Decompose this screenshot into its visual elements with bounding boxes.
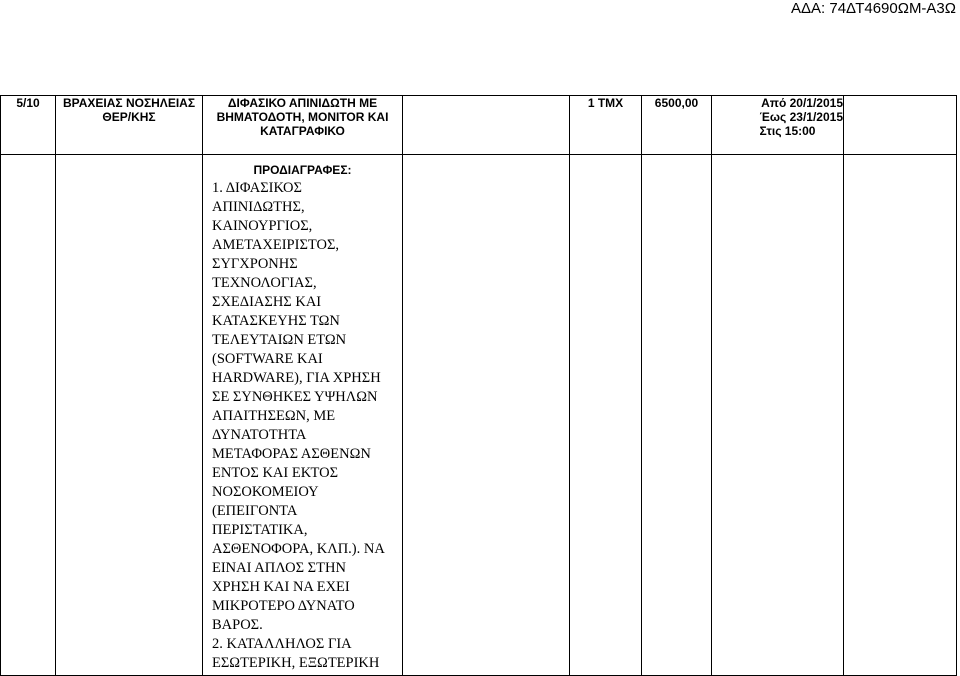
spec-line: ΜΕΤΑΦΟΡΑΣ ΑΣΘΕΝΩΝ (212, 446, 371, 462)
empty-cell (570, 155, 642, 676)
spec-line: ΚΑΙΝΟΥΡΓΙΟΣ, (212, 218, 313, 234)
item-line: ΚΑΤΑΓΡΑΦΙΚΟ (260, 124, 345, 138)
empty-cell (712, 155, 844, 676)
spec-line: ΑΣΘΕΝΟΦΟΡΑ, ΚΛΠ.). ΝΑ (212, 541, 385, 557)
spec-line: ΚΑΤΑΣΚΕΥΗΣ ΤΩΝ (212, 313, 340, 329)
department-line: ΘΕΡ/ΚΗΣ (102, 110, 156, 124)
spec-line: ΒΑΡΟΣ. (212, 617, 263, 633)
spec-line: ΑΜΕΤΑΧΕΙΡΙΣΤΟΣ, (212, 237, 340, 253)
quantity-cell: 1 ΤΜΧ (570, 96, 642, 155)
spec-line: ΔΥΝΑΤΟΤΗΤΑ (212, 427, 307, 443)
spec-line: ΤΕΛΕΥΤΑΙΩΝ ΕΤΩΝ (212, 332, 347, 348)
price-cell: 6500,00 (642, 96, 712, 155)
date-from: Από 20/1/2015 (761, 96, 843, 110)
department-cell (56, 96, 203, 155)
spec-line: ΠΕΡΙΣΤΑΤΙΚΑ, (212, 522, 308, 538)
empty-cell (403, 155, 570, 676)
row-number: 5/10 (1, 96, 56, 155)
spec-line: ΝΟΣΟΚΟΜΕΙΟΥ (212, 484, 319, 500)
item-description-cell (203, 96, 403, 155)
item-line: ΔΙΦΑΣΙΚΟ ΑΠΙΝΙΔΩΤΗ ΜΕ (227, 96, 378, 110)
spec-line: HARDWARE), ΓΙΑ ΧΡΗΣΗ (212, 370, 381, 386)
spec-line: ΣΥΓΧΡΟΝΗΣ (212, 256, 298, 272)
empty-cell (56, 155, 203, 676)
spec-line: ΕΣΩΤΕΡΙΚΗ, ΕΞΩΤΕΡΙΚΗ (212, 655, 380, 671)
empty-cell (403, 96, 570, 155)
spec-line: (ΕΠΕΙΓΟΝΤΑ (212, 503, 298, 519)
spec-line: ΑΠΙΝΙΔΩΤΗΣ, (212, 199, 305, 215)
spec-line: ΣΧΕΔΙΑΣΗΣ ΚΑΙ (212, 294, 322, 310)
department-line: ΒΡΑΧΕΙΑΣ ΝΟΣΗΛΕΙΑΣ (62, 96, 196, 110)
spec-line: ΤΕΧΝΟΛΟΓΙΑΣ, (212, 275, 317, 291)
table-row (1, 155, 957, 676)
spec-line: ΧΡΗΣΗ ΚΑΙ ΝΑ ΕΧΕΙ (212, 579, 350, 595)
spec-line: 1. ΔΙΦΑΣΙΚΟΣ (212, 180, 302, 196)
spec-line: (SOFTWARE ΚΑΙ (212, 351, 323, 367)
ada-label: ΑΔΑ: 74ΔΤ4690ΩΜ-Α3Ω (791, 0, 956, 17)
specifications-title: ΠΡΟΔΙΑΓΡΑΦΕΣ: (253, 163, 352, 177)
table-row (1, 96, 957, 155)
items-table (0, 95, 957, 676)
empty-cell (844, 155, 957, 676)
spec-line: ΣΕ ΣΥΝΘΗΚΕΣ ΥΨΗΛΩΝ (212, 389, 378, 405)
specifications-cell (203, 155, 403, 676)
spec-line: ΕΙΝΑΙ ΑΠΛΟΣ ΣΤΗΝ (212, 560, 346, 576)
spec-line: ΑΠΑΙΤΗΣΕΩΝ, ΜΕ (212, 408, 336, 424)
deadline-cell (712, 96, 844, 155)
spec-line: 2. ΚΑΤΑΛΛΗΛΟΣ ΓΙΑ (212, 636, 352, 652)
empty-cell (642, 155, 712, 676)
specifications-list (203, 179, 402, 673)
spec-line: ΕΝΤΟΣ ΚΑΙ ΕΚΤΟΣ (212, 465, 339, 481)
empty-cell (1, 155, 56, 676)
time: Στις 15:00 (759, 124, 816, 138)
empty-cell (844, 96, 957, 155)
item-line: ΒΗΜΑΤΟΔΟΤΗ, MONITOR ΚΑΙ (216, 110, 389, 124)
spec-line: ΜΙΚΡΟΤΕΡΟ ΔΥΝΑΤΟ (212, 598, 355, 614)
date-to: Έως 23/1/2015 (759, 110, 843, 124)
